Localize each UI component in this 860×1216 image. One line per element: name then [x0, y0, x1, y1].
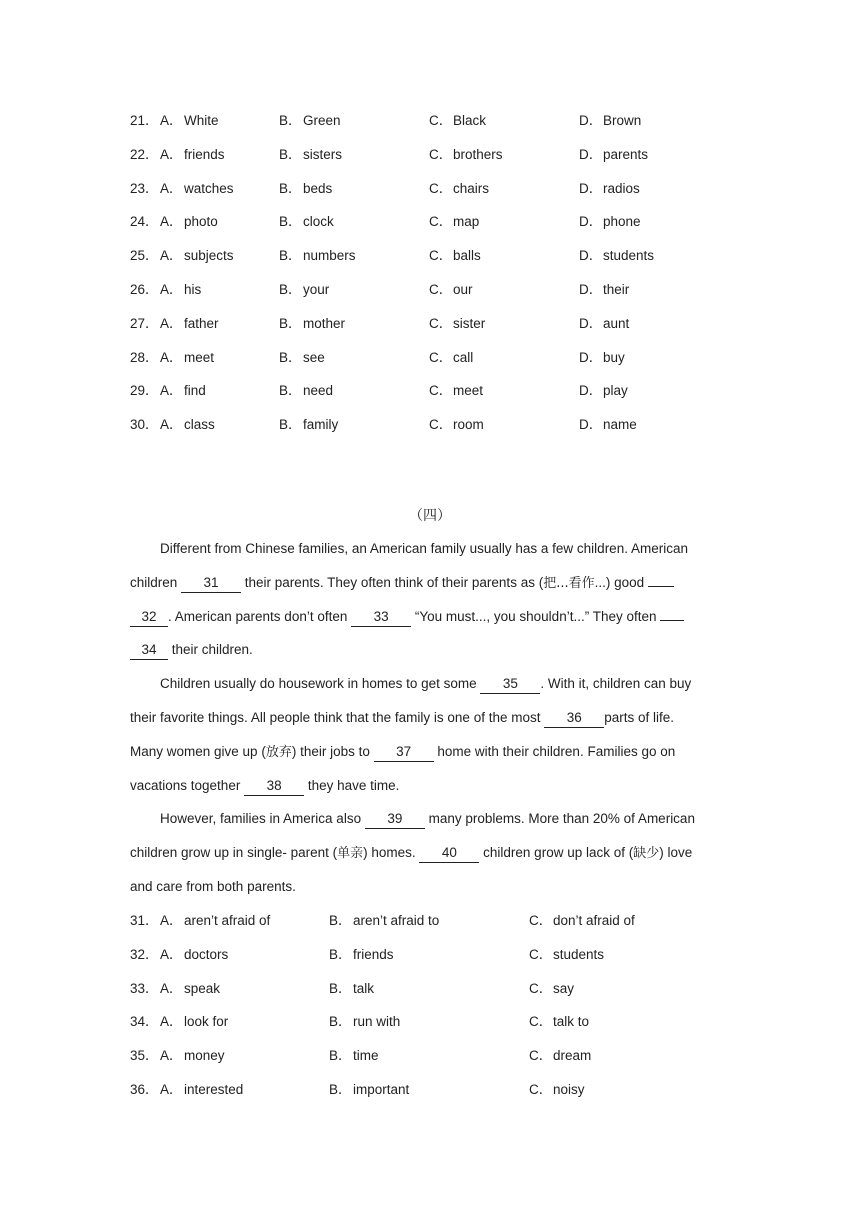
option-letter: C． — [429, 113, 453, 128]
option-text: need — [303, 383, 334, 399]
question-row — [130, 280, 750, 300]
option-letter: D． — [579, 248, 603, 264]
option-letter: B． — [329, 980, 352, 996]
answer-option[interactable] — [279, 314, 345, 334]
option-letter: C． — [429, 315, 453, 331]
answer-option[interactable] — [429, 111, 486, 131]
answer-option[interactable] — [160, 1012, 228, 1032]
option-text: look for — [184, 1014, 229, 1030]
option-letter: D． — [579, 349, 603, 365]
option-text: students — [553, 946, 605, 962]
option-text: their — [603, 282, 630, 297]
passage-line: 32 . American parents don’t often 33 “You must..., you shouldn’t...” They often — [130, 600, 730, 634]
answer-option[interactable] — [160, 911, 270, 931]
blank-34-start — [660, 603, 684, 621]
option-letter: C． — [429, 214, 453, 230]
option-letter: B． — [329, 1014, 352, 1030]
answer-option[interactable] — [529, 1080, 585, 1100]
passage — [130, 532, 730, 904]
option-text: his — [184, 282, 202, 297]
answer-option[interactable] — [160, 415, 215, 435]
option-letter: A． — [160, 1082, 183, 1097]
option-text: doctors — [184, 946, 229, 962]
option-text: friends — [353, 946, 394, 962]
answer-option[interactable] — [579, 246, 654, 266]
option-text: meet — [184, 349, 215, 365]
blank-39[interactable]: 39 — [365, 811, 425, 829]
option-text: class — [184, 417, 215, 433]
question-number: 34． — [130, 1014, 159, 1030]
question-row — [130, 415, 750, 435]
option-letter: C． — [529, 946, 553, 962]
option-letter: B． — [279, 180, 302, 196]
answer-option[interactable] — [529, 1012, 589, 1032]
answer-option[interactable] — [279, 381, 333, 401]
answer-option[interactable] — [329, 1046, 379, 1066]
option-text: father — [184, 315, 219, 331]
option-letter: C． — [429, 248, 453, 264]
passage-line: children grow up in single- parent (单亲) homes. 40 children grow up lack of (缺少) love — [130, 845, 693, 862]
answer-option[interactable] — [160, 179, 234, 199]
blank-34[interactable]: 34 — [130, 642, 168, 660]
option-text: meet — [453, 383, 484, 399]
passage-line: Many women give up (放弃) their jobs to 37 home with their children. Families go on — [130, 743, 676, 760]
option-text: brothers — [453, 146, 503, 162]
answer-option[interactable] — [279, 179, 332, 199]
option-text: talk to — [553, 1014, 590, 1030]
option-text: our — [453, 282, 473, 297]
answer-option[interactable] — [579, 314, 629, 334]
passage-line: children 31 their parents. They often think of their parents as (把...看作...) good — [130, 566, 730, 600]
question-row — [130, 1046, 750, 1066]
passage-line: their favorite things. All people think that the family is one of the most 36 parts of life. — [130, 701, 730, 735]
option-text: play — [603, 383, 628, 399]
option-letter: C． — [429, 349, 453, 365]
option-text: money — [184, 1048, 225, 1064]
option-letter: A． — [160, 417, 183, 433]
option-letter: B． — [279, 214, 302, 230]
option-text: Green — [303, 113, 341, 128]
answer-option[interactable] — [529, 945, 604, 965]
question-number: 21． — [130, 113, 159, 128]
answer-option[interactable] — [429, 145, 503, 165]
option-letter: A． — [160, 113, 183, 128]
question-row — [130, 348, 750, 368]
answer-option[interactable] — [329, 911, 439, 931]
question-row — [130, 246, 750, 266]
answer-option[interactable] — [160, 111, 219, 131]
question-number: 31． — [130, 913, 159, 928]
option-text: speak — [184, 980, 221, 996]
option-letter: B． — [279, 113, 302, 128]
answer-option[interactable] — [279, 280, 329, 300]
option-letter: B． — [279, 349, 302, 365]
option-letter: A． — [160, 214, 183, 230]
option-text: room — [453, 417, 484, 433]
answer-option[interactable] — [160, 1046, 225, 1066]
question-row — [130, 381, 750, 401]
option-letter: C． — [429, 146, 453, 162]
answer-option[interactable] — [429, 246, 481, 266]
option-letter: A． — [160, 180, 183, 196]
option-letter: A． — [160, 146, 183, 162]
answer-option[interactable] — [329, 979, 374, 999]
option-text: students — [603, 248, 655, 264]
option-letter: A． — [160, 1014, 183, 1030]
option-text: subjects — [184, 248, 234, 264]
question-number: 25． — [130, 248, 159, 264]
answer-option[interactable] — [329, 1012, 400, 1032]
option-text: beds — [303, 180, 333, 196]
option-text: mother — [303, 315, 346, 331]
option-letter: B． — [329, 913, 352, 928]
answer-option[interactable] — [279, 415, 338, 435]
option-text: balls — [453, 248, 481, 264]
option-text: see — [303, 349, 325, 365]
question-number: 36． — [130, 1082, 159, 1097]
question-row — [130, 179, 750, 199]
option-text: friends — [184, 146, 225, 162]
question-number: 24． — [130, 214, 159, 230]
option-text: call — [453, 349, 474, 365]
answer-option[interactable] — [160, 979, 220, 999]
question-row — [130, 1080, 750, 1100]
option-letter: D． — [579, 315, 603, 331]
option-text: say — [553, 980, 575, 996]
option-letter: B． — [329, 946, 352, 962]
option-letter: B． — [279, 146, 302, 162]
answer-option[interactable] — [429, 179, 489, 199]
option-letter: A． — [160, 349, 183, 365]
answer-option[interactable] — [429, 314, 485, 334]
blank-32[interactable]: 32 — [130, 609, 168, 627]
option-letter: B． — [279, 248, 302, 264]
option-letter: C． — [429, 180, 453, 196]
option-letter: C． — [529, 980, 553, 996]
option-text: radios — [603, 180, 640, 196]
option-text: buy — [603, 349, 625, 365]
answer-option[interactable] — [429, 415, 484, 435]
answer-option[interactable] — [160, 212, 218, 232]
answer-option[interactable] — [579, 111, 641, 131]
option-text: dream — [553, 1048, 592, 1064]
option-text: time — [353, 1048, 379, 1064]
answer-option[interactable] — [429, 348, 473, 368]
question-row — [130, 979, 750, 999]
option-text: aren’t afraid to — [353, 913, 440, 928]
option-text: your — [303, 282, 330, 297]
question-number: 30． — [130, 417, 159, 433]
answer-option[interactable] — [160, 1080, 243, 1100]
option-text: important — [353, 1082, 410, 1097]
option-text: family — [303, 417, 339, 433]
answer-option[interactable] — [529, 979, 574, 999]
option-text: numbers — [303, 248, 356, 264]
option-letter: B． — [279, 383, 302, 399]
answer-option[interactable] — [160, 314, 219, 334]
answer-option[interactable] — [579, 348, 625, 368]
option-text: aunt — [603, 315, 630, 331]
answer-option[interactable] — [160, 945, 228, 965]
option-letter: B． — [279, 282, 302, 297]
option-text: photo — [184, 214, 218, 230]
question-number: 23． — [130, 180, 159, 196]
answer-option[interactable] — [279, 348, 325, 368]
blank-32-start — [648, 569, 674, 587]
question-number: 28． — [130, 349, 159, 365]
passage-line: Different from Chinese families, an American family usually has a few children. American — [160, 541, 688, 556]
option-text: don’t afraid of — [553, 913, 635, 928]
passage-line: However, families in America also 39 many problems. More than 20% of American — [130, 802, 730, 836]
option-text: find — [184, 383, 206, 399]
option-letter: A． — [160, 913, 183, 928]
question-row — [130, 212, 750, 232]
answer-option[interactable] — [160, 145, 225, 165]
answer-option[interactable] — [429, 381, 483, 401]
option-text: sister — [453, 315, 486, 331]
option-text: aren’t afraid of — [184, 913, 271, 928]
question-number: 33． — [130, 980, 159, 996]
option-letter: A． — [160, 383, 183, 399]
question-row — [130, 911, 750, 931]
option-letter: D． — [579, 282, 603, 297]
option-text: Brown — [603, 113, 642, 128]
answer-option[interactable] — [579, 280, 629, 300]
answer-option[interactable] — [529, 1046, 591, 1066]
option-letter: D． — [579, 383, 603, 399]
answer-option[interactable] — [429, 280, 473, 300]
answer-option[interactable] — [279, 212, 334, 232]
option-letter: A． — [160, 946, 183, 962]
question-row — [130, 314, 750, 334]
passage-line: vacations together 38 they have time. — [130, 769, 730, 803]
option-letter: A． — [160, 980, 183, 996]
question-number: 27． — [130, 315, 159, 331]
blank-37[interactable]: 37 — [374, 744, 434, 762]
option-text: clock — [303, 214, 334, 230]
option-text: noisy — [553, 1082, 585, 1097]
option-letter: D． — [579, 113, 603, 128]
answer-option[interactable] — [579, 145, 648, 165]
passage-line: 34 their children. — [130, 633, 730, 667]
option-letter: B． — [279, 315, 302, 331]
question-number: 35． — [130, 1048, 159, 1064]
option-text: sisters — [303, 146, 343, 162]
answer-option[interactable] — [329, 945, 394, 965]
option-letter: D． — [579, 417, 603, 433]
option-text: talk — [353, 980, 375, 996]
option-letter: C． — [529, 1048, 553, 1064]
blank-40[interactable]: 40 — [419, 845, 479, 863]
question-number: 26． — [130, 282, 159, 297]
question-row — [130, 145, 750, 165]
option-letter: B． — [279, 417, 302, 433]
option-letter: A． — [160, 282, 183, 297]
answer-option[interactable] — [160, 381, 206, 401]
section-title: （四） — [409, 508, 451, 524]
answer-option[interactable] — [279, 246, 356, 266]
passage-line: Children usually do housework in homes to get some 35 . With it, children can buy — [130, 667, 730, 701]
option-letter: A． — [160, 1048, 183, 1064]
option-letter: D． — [579, 180, 603, 196]
answer-option[interactable] — [579, 381, 628, 401]
question-number: 22． — [130, 146, 159, 162]
question-row — [130, 1012, 750, 1032]
option-letter: C． — [429, 417, 453, 433]
option-letter: B． — [329, 1082, 352, 1097]
option-letter: A． — [160, 315, 183, 331]
option-letter: D． — [579, 146, 603, 162]
option-text: interested — [184, 1082, 244, 1097]
blank-36[interactable]: 36 — [544, 710, 604, 728]
option-letter: D． — [579, 214, 603, 230]
question-number: 32． — [130, 946, 159, 962]
option-letter: C． — [529, 1014, 553, 1030]
option-letter: A． — [160, 248, 183, 264]
option-text: White — [184, 113, 219, 128]
answer-option[interactable] — [579, 212, 641, 232]
option-text: chairs — [453, 180, 490, 196]
option-letter: C． — [529, 1082, 553, 1097]
answer-option[interactable] — [160, 348, 214, 368]
answer-option[interactable] — [160, 280, 201, 300]
question-number: 29． — [130, 383, 159, 399]
question-row — [130, 945, 750, 965]
blank-38[interactable]: 38 — [244, 778, 304, 796]
answer-option[interactable] — [160, 246, 234, 266]
option-text: map — [453, 214, 480, 230]
answer-option[interactable] — [279, 111, 341, 131]
passage-line: and care from both parents. — [130, 878, 296, 894]
question-row — [130, 111, 750, 131]
answer-option[interactable] — [579, 179, 640, 199]
option-text: phone — [603, 214, 641, 230]
answer-option[interactable] — [429, 212, 479, 232]
option-text: run with — [353, 1014, 401, 1030]
blank-31[interactable]: 31 — [181, 575, 241, 593]
blank-33[interactable]: 33 — [351, 609, 411, 627]
option-text: parents — [603, 146, 649, 162]
answer-option[interactable] — [529, 911, 635, 931]
option-text: Black — [453, 113, 487, 128]
option-letter: C． — [429, 282, 453, 297]
blank-35[interactable]: 35 — [480, 676, 540, 694]
option-letter: C． — [429, 383, 453, 399]
option-letter: B． — [329, 1048, 352, 1064]
option-text: watches — [184, 180, 234, 196]
answer-option[interactable] — [279, 145, 342, 165]
answer-option[interactable] — [329, 1080, 409, 1100]
option-letter: C． — [529, 913, 553, 928]
option-text: name — [603, 417, 637, 433]
answer-option[interactable] — [579, 415, 637, 435]
